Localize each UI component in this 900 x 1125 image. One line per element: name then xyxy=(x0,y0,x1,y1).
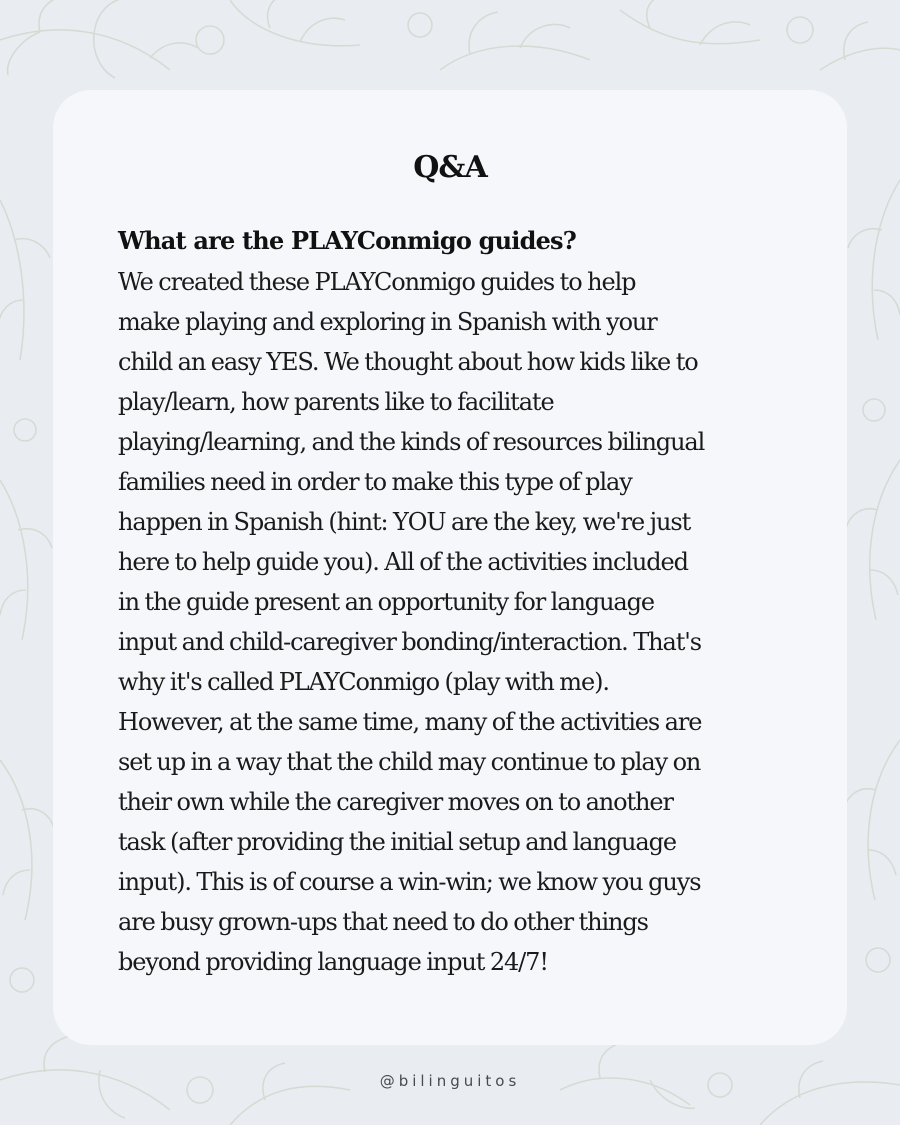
social-handle: @bilinguitos xyxy=(379,1072,521,1090)
answer-line: in the guide present an opportunity for language xyxy=(118,588,655,616)
answer-line: make playing and exploring in Spanish with your xyxy=(118,308,657,336)
answer-line: play/learn, how parents like to facilitate xyxy=(118,388,554,416)
answer-line: their own while the caregiver moves on to another xyxy=(118,788,673,816)
answer-line: here to help guide you). All of the activities included xyxy=(118,548,688,576)
qa-card xyxy=(53,90,847,1045)
page-title: Q&A xyxy=(413,150,487,185)
answer-line: set up in a way that the child may continue to play on xyxy=(118,748,701,776)
answer-line: However, at the same time, many of the activities are xyxy=(118,708,702,736)
answer-line: happen in Spanish (hint: YOU are the key, we're just xyxy=(118,508,691,536)
answer-line: input and child-caregiver bonding/interaction. That's xyxy=(118,628,701,656)
answer-line: We created these PLAYConmigo guides to help xyxy=(118,268,636,296)
answer-line: are busy grown-ups that need to do other things xyxy=(118,908,648,936)
answer-paragraph xyxy=(118,262,798,982)
answer-line: child an easy YES. We thought about how kids like to xyxy=(118,348,698,376)
answer-line: families need in order to make this type of play xyxy=(118,468,632,496)
question-heading: What are the PLAYConmigo guides? xyxy=(118,226,577,255)
answer-line: beyond providing language input 24/7! xyxy=(118,948,548,976)
answer-line: playing/learning, and the kinds of resources bilingual xyxy=(118,428,705,456)
answer-line: why it's called PLAYConmigo (play with me). xyxy=(118,668,609,696)
answer-line: task (after providing the initial setup and language xyxy=(118,828,676,856)
answer-line: input). This is of course a win-win; we know you guys xyxy=(118,868,701,896)
